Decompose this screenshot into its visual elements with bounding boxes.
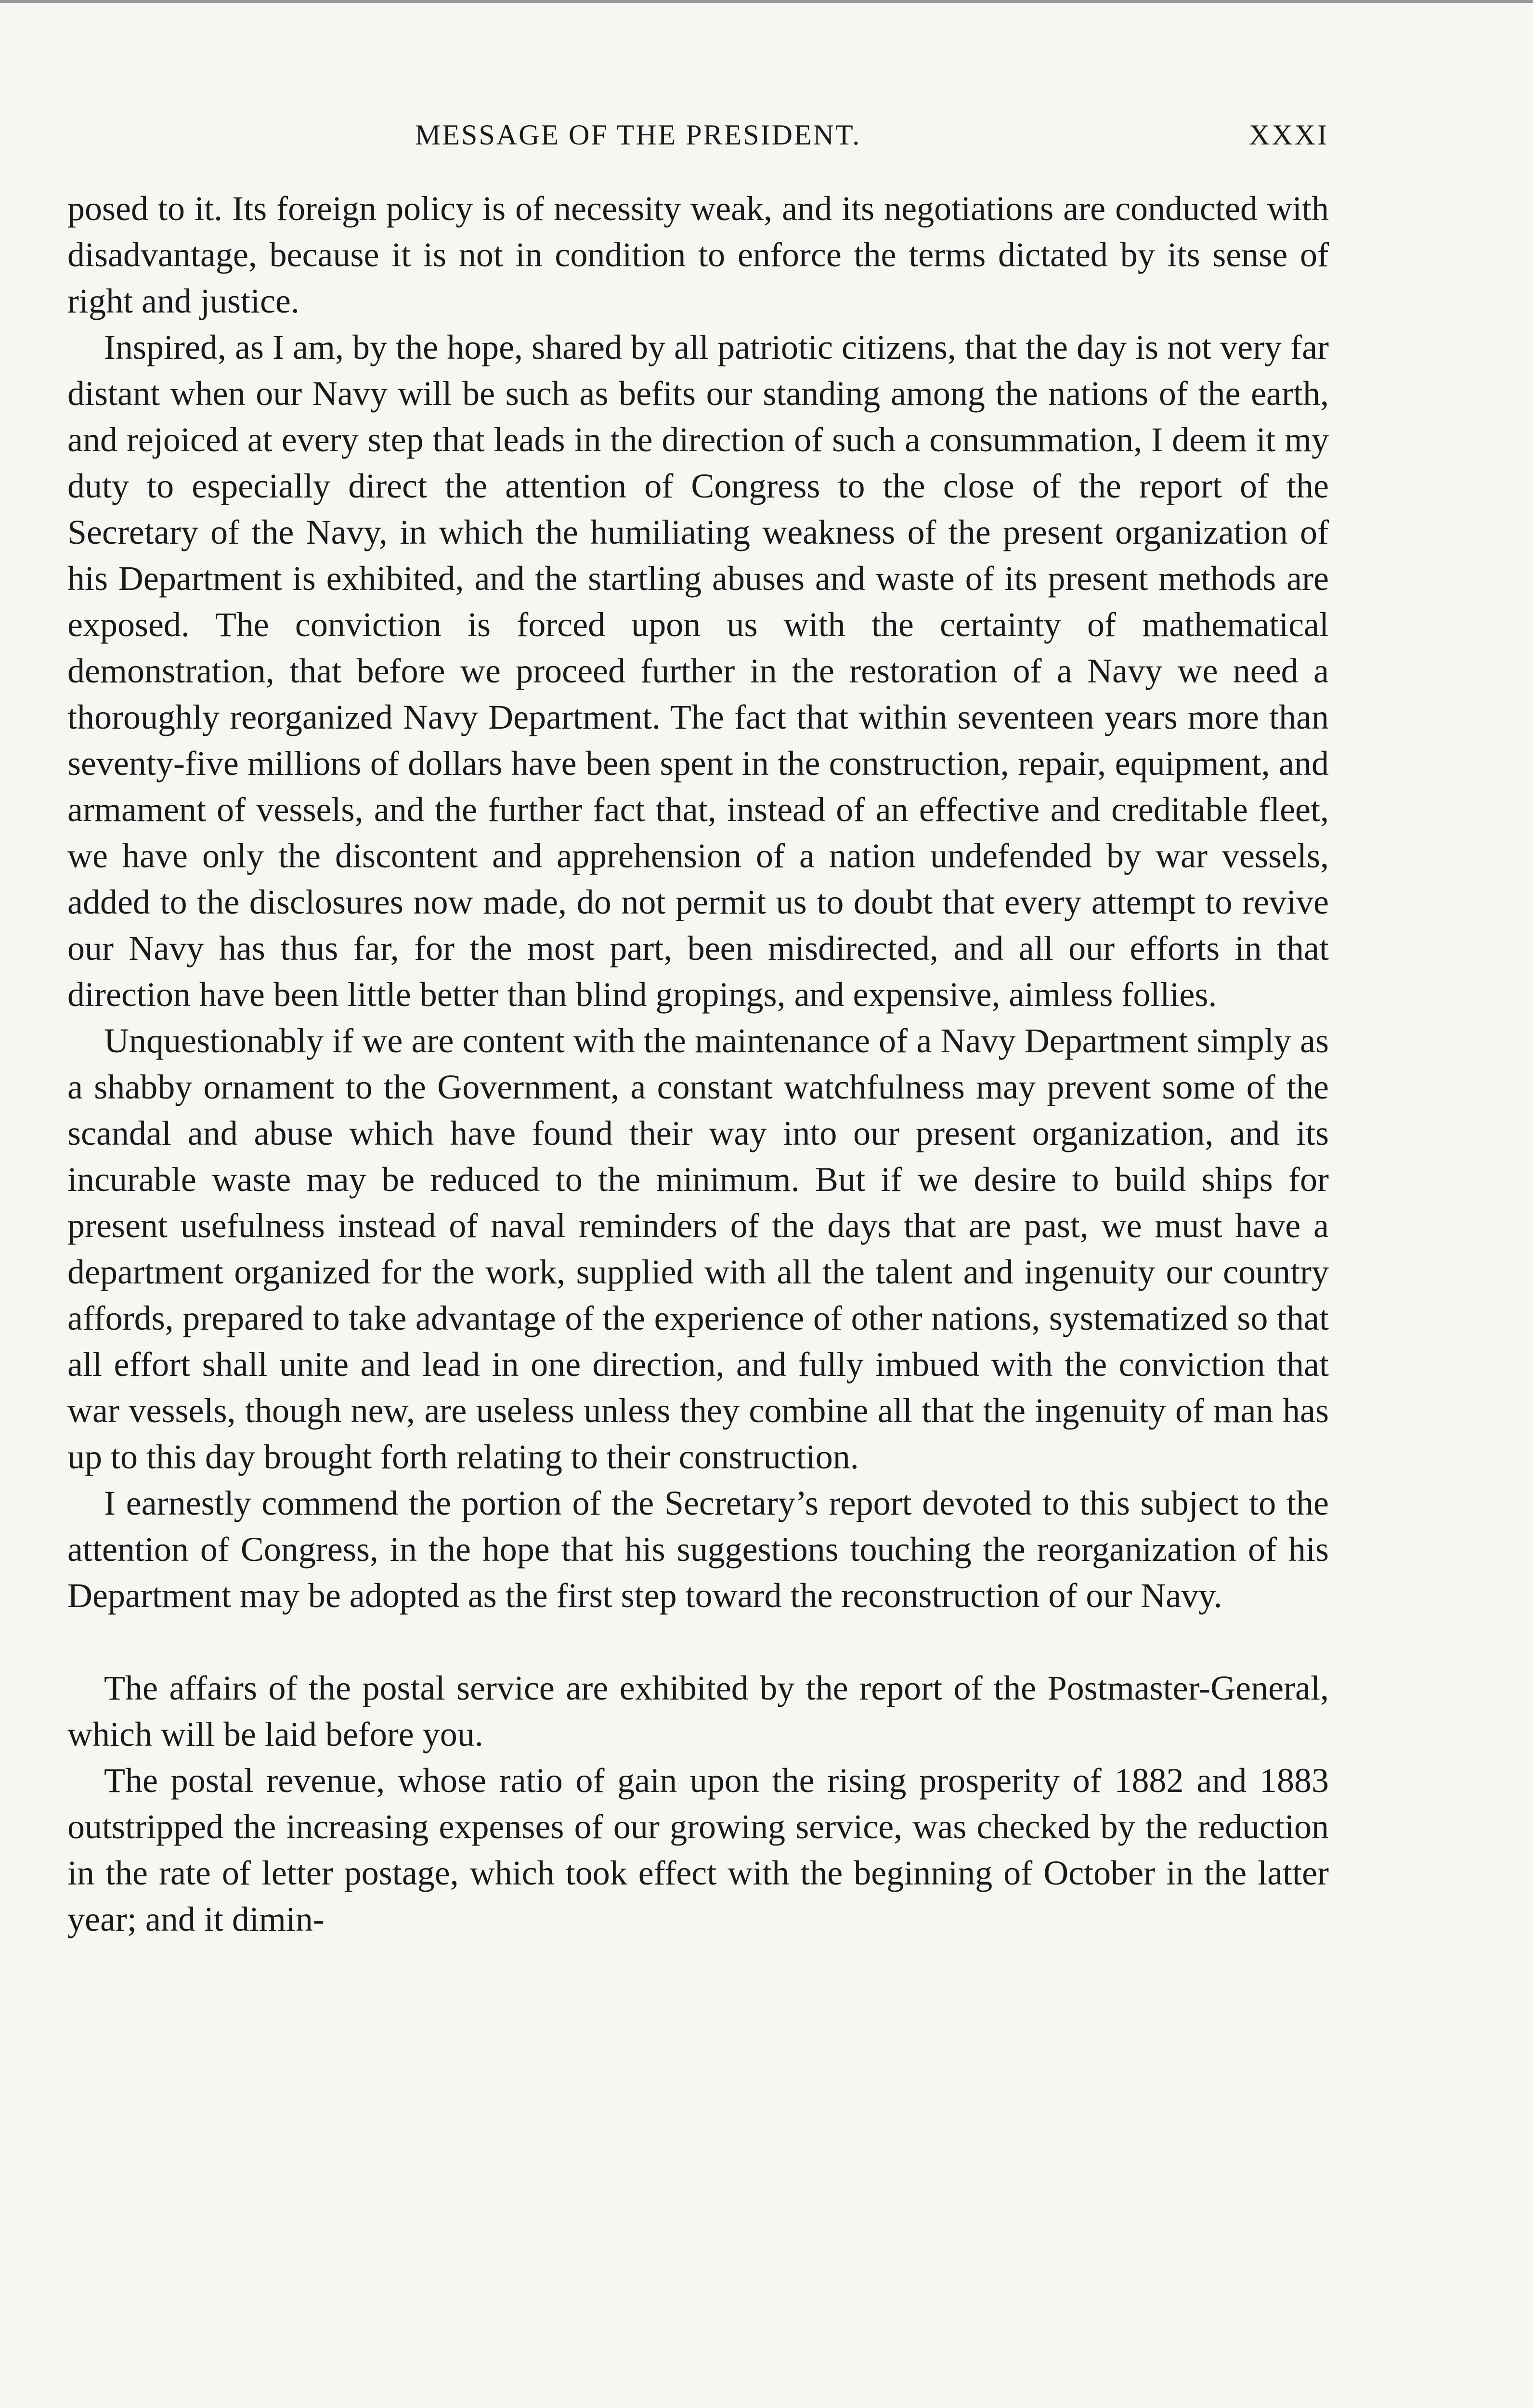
running-header: [67, 116, 1329, 154]
section-break: [67, 1619, 1329, 1665]
body-text: [67, 185, 1329, 1942]
top-edge-rule: [0, 0, 1533, 3]
paragraph-continued: posed to it. Its foreign policy is of necessity weak, and its negotiations are conducted with disadvantage, because it is not in condition to enforce the terms dictated by its sense of right and justice.: [67, 189, 1329, 320]
paragraph-commend-report: I earnestly commend the portion of the Secretary’s report devoted to this subject to the attention of Congress, in the hope that his suggestions touching the reorganization of his Department may be adopted as the first step toward the reconstruction of our Navy.: [67, 1484, 1329, 1615]
page-number: XXXI: [1249, 119, 1329, 151]
paragraph-postal-affairs: The affairs of the postal service are exhibited by the report of the Postmaster-General, which will be laid before you.: [67, 1669, 1329, 1754]
paragraph-postal-revenue: The postal revenue, whose ratio of gain upon the rising prosperity of 1882 and 1883 outstripped the increasing expenses of our growing service, was checked by the reduction in the rate of letter postage, which took effect with the beginning of October in the latter year; and it dimin-: [67, 1761, 1329, 1938]
paragraph-unquestionably: Unquestionably if we are content with the maintenance of a Navy Department simply as a shabby ornament to the Government, a constant watchfulness may prevent some of the scandal and abuse which have found their way into our present organization, and its incurable waste may be reduced to the minimum. But if we desire to build ships for present usefulness instead of naval reminders of the days that are past, we must have a department organized for the work, supplied with all the talent and ingenuity our country affords, prepared to take advantage of the experience of other nations, systematized so that all effort shall unite and lead in one direction, and fully imbued with the conviction that war vessels, though new, are useless unless they combine all that the ingenuity of man has up to this day brought forth relating to their construction.: [67, 1021, 1329, 1476]
running-title: MESSAGE OF THE PRESIDENT.: [415, 119, 861, 151]
paragraph-navy-department: Inspired, as I am, by the hope, shared by all patriotic citizens, that the day is not very far distant when our Navy will be such as befits our standing among the nations of the earth, and rejoiced at every step that leads in the direction of such a consummation, I deem it my duty to especially direct the attention of Congress to the close of the report of the Secretary of the Navy, in which the humiliating weakness of the present organization of his Department is exhibited, and the startling abuses and waste of its present methods are exposed. The conviction is forced upon us with the certainty of mathematical demonstration, that before we proceed further in the restoration of a Navy we need a thoroughly reorganized Navy Department. The fact that within seventeen years more than seventy-five millions of dollars have been spent in the construction, repair, equipment, and armament of vessels, and the further fact that, instead of an effective and creditable fleet, we have only the discontent and apprehension of a nation undefended by war vessels, added to the disclosures now made, do not permit us to doubt that every attempt to revive our Navy has thus far, for the most part, been misdirected, and all our efforts in that direction have been little better than blind gropings, and expensive, aimless follies.: [67, 328, 1329, 1014]
